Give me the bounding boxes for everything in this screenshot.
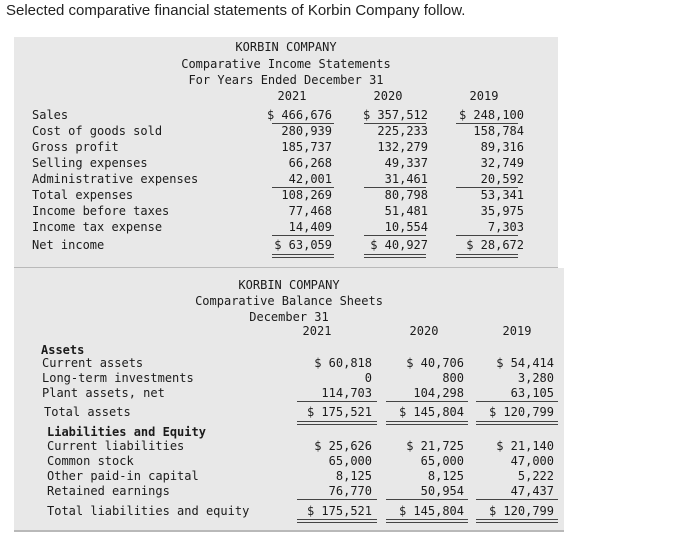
income-row-value: 42,001 bbox=[288, 172, 332, 186]
income-row-value: 225,233 bbox=[377, 124, 428, 138]
asset-row-value: $ 120,799 bbox=[488, 405, 554, 419]
asset-row-label: Current assets bbox=[42, 356, 144, 370]
assets-subtotal-underline bbox=[476, 401, 558, 402]
liability-row-value: 8,125 bbox=[335, 469, 372, 483]
income-row-value: 66,268 bbox=[288, 156, 332, 170]
liability-row-value: 8,125 bbox=[427, 469, 464, 483]
income-row-label: Gross profit bbox=[32, 140, 119, 154]
liability-row-value: 65,000 bbox=[420, 454, 464, 468]
balance-year-2021: 2021 bbox=[302, 324, 332, 338]
income-subtotal-underline bbox=[272, 187, 334, 188]
income-statement-title: Comparative Income Statements bbox=[181, 57, 391, 71]
income-row-value: 108,269 bbox=[281, 188, 332, 202]
income-row-value: 53,341 bbox=[480, 188, 524, 202]
income-subtotal-underline bbox=[272, 235, 334, 236]
liability-row-value: $ 145,804 bbox=[398, 504, 464, 518]
liability-row-label: Current liabilities bbox=[47, 439, 185, 453]
income-row-value: $ 466,676 bbox=[266, 108, 332, 122]
asset-row-value: 800 bbox=[442, 371, 464, 385]
liability-row-value: 5,222 bbox=[517, 469, 554, 483]
liability-row-value: 47,000 bbox=[510, 454, 554, 468]
income-row-value: 51,481 bbox=[384, 204, 428, 218]
assets-subtotal-underline bbox=[297, 401, 377, 402]
income-row-value: $ 40,927 bbox=[370, 238, 428, 252]
liability-row-value: $ 25,626 bbox=[314, 439, 372, 453]
asset-row-label: Plant assets, net bbox=[42, 386, 165, 400]
asset-row-value: 3,280 bbox=[517, 371, 554, 385]
balance-year-2019: 2019 bbox=[502, 324, 532, 338]
liability-row-value: $ 175,521 bbox=[306, 504, 372, 518]
liabilities-equity-heading: Liabilities and Equity bbox=[47, 425, 206, 439]
income-row-value: 89,316 bbox=[480, 140, 524, 154]
income-company-name: KORBIN COMPANY bbox=[235, 40, 337, 54]
asset-row-value: $ 40,706 bbox=[406, 356, 464, 370]
assets-total-double-underline bbox=[476, 421, 558, 425]
income-row-label: Sales bbox=[32, 108, 69, 122]
liability-row-value: 47,437 bbox=[510, 484, 554, 498]
liabilities-subtotal-underline bbox=[386, 499, 468, 500]
income-row-label: Total expenses bbox=[32, 188, 134, 202]
income-row-value: 185,737 bbox=[281, 140, 332, 154]
income-year-2019: 2019 bbox=[469, 89, 499, 103]
income-subtotal-underline bbox=[456, 187, 518, 188]
income-row-label: Administrative expenses bbox=[32, 172, 199, 186]
liability-row-value: 65,000 bbox=[328, 454, 372, 468]
income-row-value: 7,303 bbox=[487, 220, 524, 234]
income-row-value: $ 357,512 bbox=[362, 108, 428, 122]
asset-row-value: 63,105 bbox=[510, 386, 554, 400]
balance-company-name: KORBIN COMPANY bbox=[238, 278, 340, 292]
liability-row-value: 50,954 bbox=[420, 484, 464, 498]
asset-row-value: $ 145,804 bbox=[398, 405, 464, 419]
liabilities-total-double-underline bbox=[297, 519, 377, 523]
liability-row-value: $ 21,725 bbox=[406, 439, 464, 453]
asset-row-value: $ 54,414 bbox=[496, 356, 554, 370]
income-statement-panel bbox=[14, 37, 558, 269]
income-year-2021: 2021 bbox=[277, 89, 307, 103]
balance-sheet-period: December 31 bbox=[249, 310, 329, 324]
liability-row-label: Common stock bbox=[47, 454, 134, 468]
asset-row-value: $ 175,521 bbox=[306, 405, 372, 419]
liabilities-subtotal-underline bbox=[297, 499, 377, 500]
income-subtotal-underline bbox=[272, 123, 334, 124]
income-row-label: Selling expenses bbox=[32, 156, 148, 170]
income-row-value: 49,337 bbox=[384, 156, 428, 170]
income-row-label: Income before taxes bbox=[32, 204, 170, 218]
income-row-value: $ 248,100 bbox=[458, 108, 524, 122]
asset-row-label: Total assets bbox=[44, 405, 131, 419]
assets-heading: Assets bbox=[41, 343, 85, 357]
income-total-double-underline bbox=[456, 254, 518, 258]
liabilities-total-double-underline bbox=[386, 519, 468, 523]
income-row-value: 32,749 bbox=[480, 156, 524, 170]
income-row-value: 31,461 bbox=[384, 172, 428, 186]
income-row-value: 35,975 bbox=[480, 204, 524, 218]
asset-row-label: Long-term investments bbox=[42, 371, 194, 385]
liability-row-label: Retained earnings bbox=[47, 484, 170, 498]
liability-row-value: $ 21,140 bbox=[496, 439, 554, 453]
assets-total-double-underline bbox=[297, 421, 377, 425]
income-year-2020: 2020 bbox=[373, 89, 403, 103]
income-statement-period: For Years Ended December 31 bbox=[188, 73, 384, 87]
income-row-value: 14,409 bbox=[288, 220, 332, 234]
assets-total-double-underline bbox=[386, 421, 468, 425]
income-subtotal-underline bbox=[456, 123, 518, 124]
income-subtotal-underline bbox=[456, 235, 518, 236]
income-row-value: 77,468 bbox=[288, 204, 332, 218]
income-total-double-underline bbox=[272, 254, 334, 258]
income-row-value: 132,279 bbox=[377, 140, 428, 154]
income-subtotal-underline bbox=[364, 123, 426, 124]
income-row-value: $ 63,059 bbox=[274, 238, 332, 252]
income-row-label: Net income bbox=[32, 238, 105, 252]
income-row-value: 158,784 bbox=[473, 124, 524, 138]
asset-row-value: 0 bbox=[364, 371, 372, 385]
liability-row-label: Other paid-in capital bbox=[47, 469, 199, 483]
asset-row-value: $ 60,818 bbox=[314, 356, 372, 370]
income-row-value: 20,592 bbox=[480, 172, 524, 186]
income-subtotal-underline bbox=[364, 187, 426, 188]
income-row-value: $ 28,672 bbox=[466, 238, 524, 252]
balance-year-2020: 2020 bbox=[409, 324, 439, 338]
liabilities-total-double-underline bbox=[476, 519, 558, 523]
intro-text: Selected comparative financial statements of Korbin Company follow. bbox=[6, 2, 466, 19]
income-total-double-underline bbox=[364, 254, 426, 258]
asset-row-value: 104,298 bbox=[413, 386, 464, 400]
balance-sheet-title: Comparative Balance Sheets bbox=[195, 294, 383, 308]
assets-subtotal-underline bbox=[386, 401, 468, 402]
income-row-value: 10,554 bbox=[384, 220, 428, 234]
asset-row-value: 114,703 bbox=[321, 386, 372, 400]
income-subtotal-underline bbox=[364, 235, 426, 236]
liability-row-value: 76,770 bbox=[328, 484, 372, 498]
liability-row-value: $ 120,799 bbox=[488, 504, 554, 518]
balance-sheet-panel bbox=[14, 268, 564, 532]
income-row-label: Income tax expense bbox=[32, 220, 163, 234]
income-row-label: Cost of goods sold bbox=[32, 124, 163, 138]
liability-row-label: Total liabilities and equity bbox=[47, 504, 250, 518]
liabilities-subtotal-underline bbox=[476, 499, 558, 500]
income-row-value: 280,939 bbox=[281, 124, 332, 138]
income-row-value: 80,798 bbox=[384, 188, 428, 202]
